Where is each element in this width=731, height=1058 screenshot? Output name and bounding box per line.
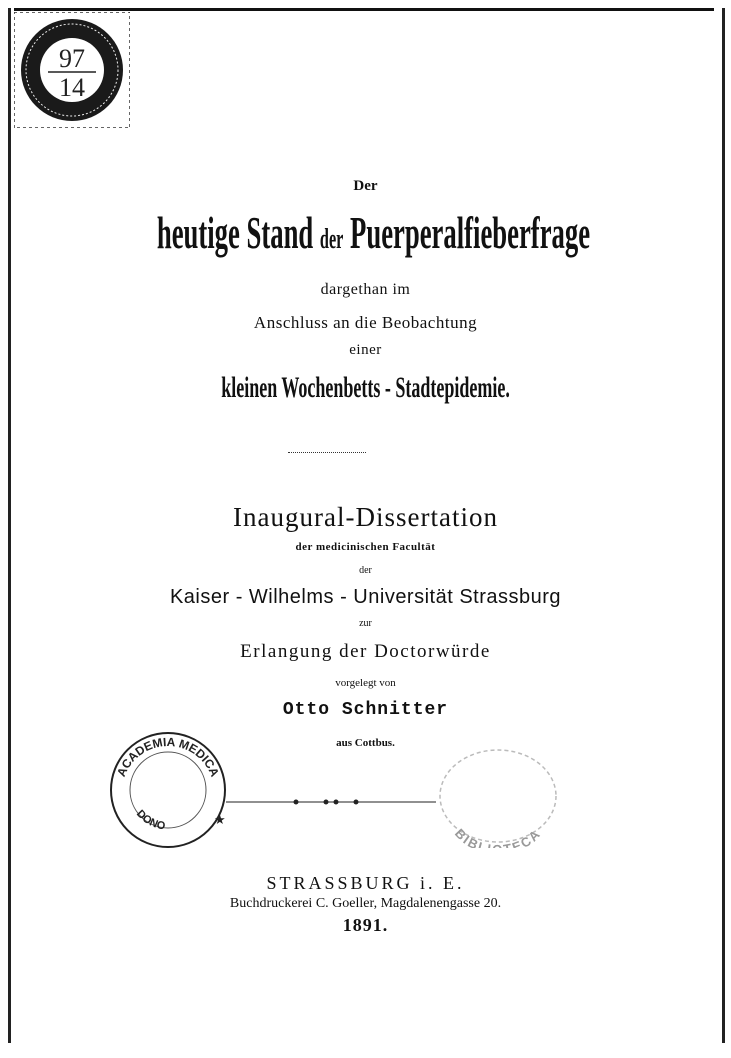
subtitle-dargethan: dargethan im: [320, 281, 411, 298]
star-icon: ★: [214, 812, 226, 827]
subtitle-anschluss: Anschluss an die Beobachtung: [253, 313, 478, 332]
subtitle-epidemie-wrap: [0, 371, 731, 405]
faint-library-stamp: [428, 744, 558, 848]
stamp-number-bottom: 14: [59, 73, 85, 102]
stamp-dono-text: DONO: [133, 807, 167, 833]
author-name: Otto Schnitter: [282, 700, 449, 720]
title-article: Der: [353, 178, 378, 194]
faculty-line: der medicinischen Facultät: [295, 541, 436, 553]
stamp-academia-text: ACADEMIA MEDICA: [114, 734, 222, 779]
university-line: Kaiser - Wilhelms - Universität Strassburg: [169, 586, 562, 608]
dissertation-heading: Inaugural-Dissertation: [233, 502, 498, 532]
main-title-part3: Puerperalfieberfrage: [350, 207, 591, 258]
divider-rule: [288, 452, 366, 453]
ornament-rule: [226, 796, 436, 808]
imprint-city: STRASSBURG i. E.: [266, 873, 465, 893]
zur-line: zur: [359, 618, 372, 629]
presented-by-line: vorgelegt von: [335, 677, 396, 689]
imprint-printer: Buchdruckerei C. Goeller, Magdalenengasse 20.: [229, 896, 502, 911]
main-title-part1: heutige Stand: [156, 207, 314, 258]
stamp-biblioteca-text: BIBL ECA: [451, 825, 545, 848]
main-title: [0, 206, 731, 266]
scan-border-top: [14, 8, 714, 11]
academia-medica-stamp: [104, 726, 232, 850]
subtitle-epidemie: kleinen Wochenbetts - Stadtepidemie.: [221, 371, 510, 404]
origin-line: aus Cottbus.: [336, 737, 395, 749]
library-seal-stamp: [14, 12, 130, 128]
stamp-number-top: 97: [59, 44, 85, 73]
der-line: der: [359, 565, 372, 576]
imprint-year: 1891.: [342, 915, 389, 935]
subtitle-einer: einer: [349, 342, 382, 358]
main-title-part2: der: [319, 224, 344, 255]
degree-line: Erlangung der Doctorwürde: [240, 641, 491, 662]
